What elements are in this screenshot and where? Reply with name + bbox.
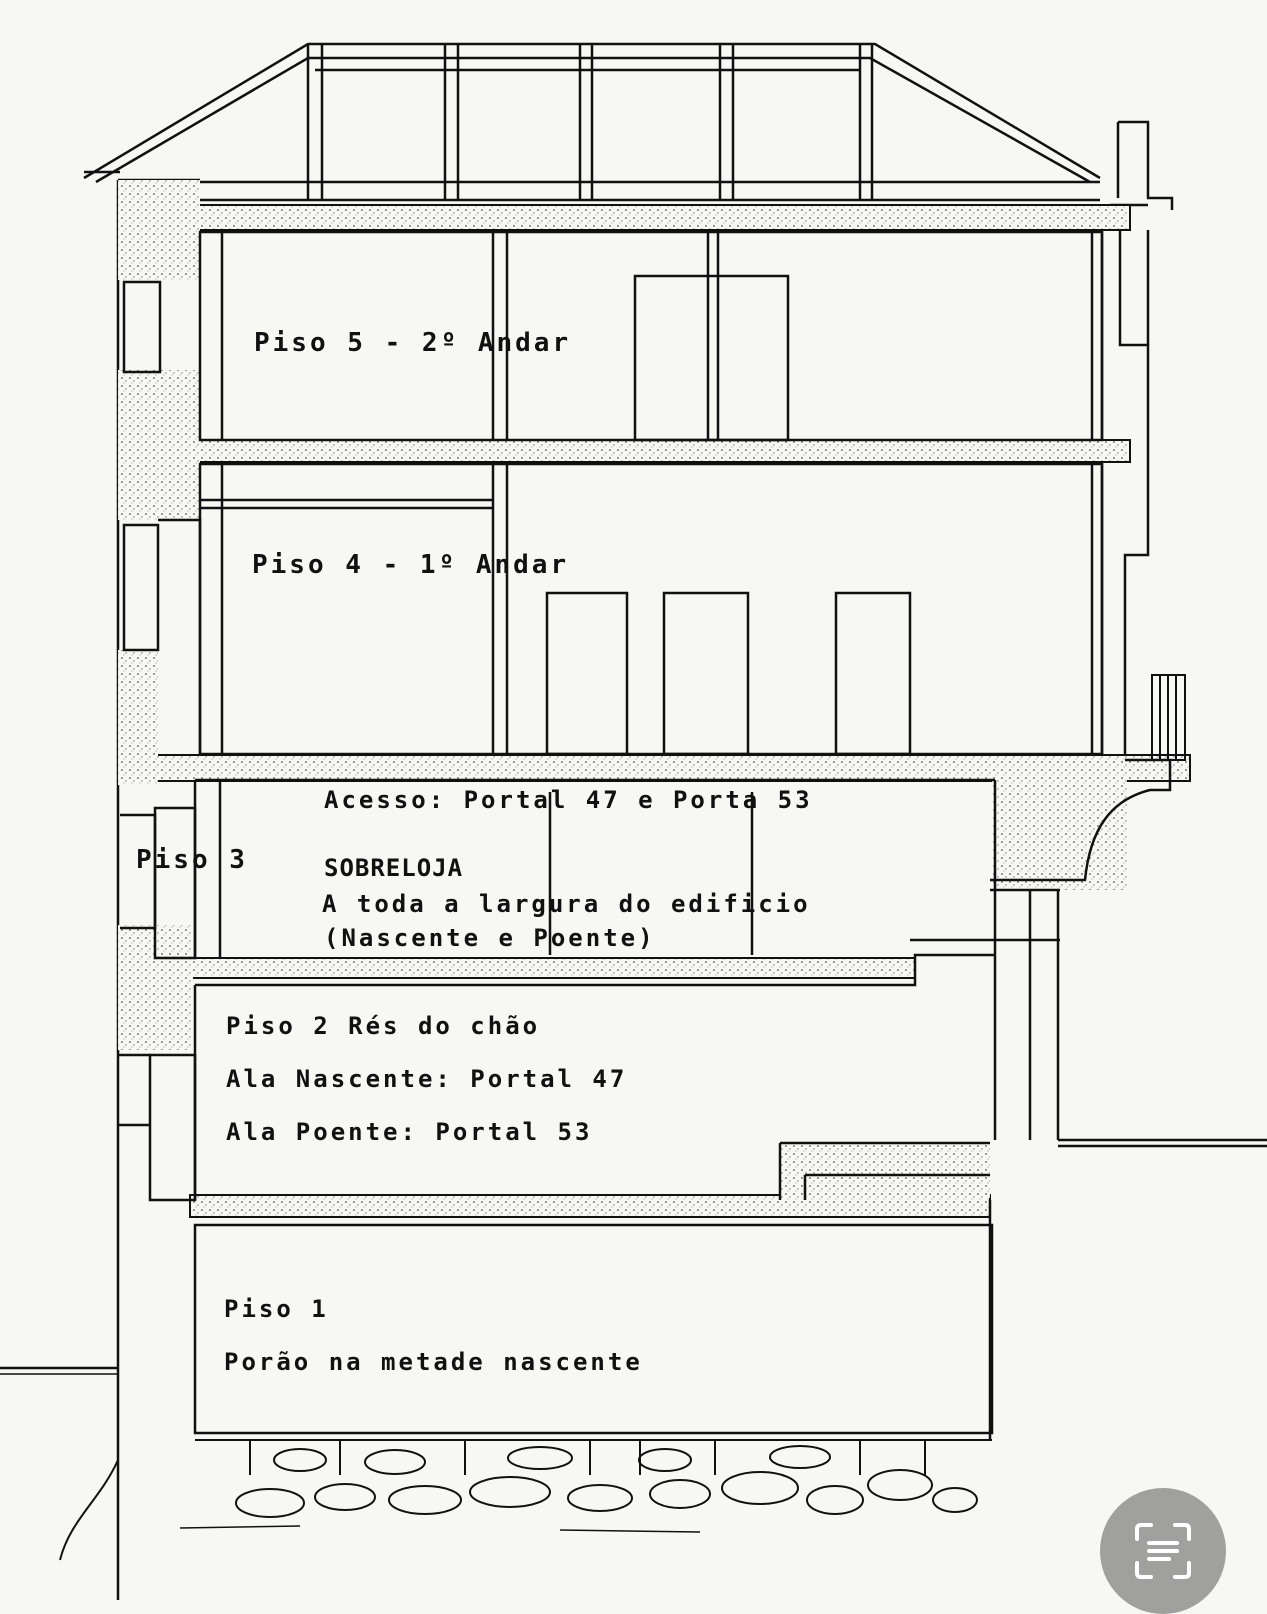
piso2-line2: Ala Poente: Portal 53 (226, 1118, 593, 1146)
piso4-label: Piso 4 - 1º Andar (252, 550, 570, 580)
piso3-desc-line2: (Nascente e Poente) (324, 924, 656, 952)
piso3-access-label: Acesso: Portal 47 e Porta 53 (324, 786, 813, 814)
roof (84, 44, 1100, 200)
piso1-line1: Porão na metade nascente (224, 1348, 643, 1376)
foundations (195, 1440, 992, 1517)
piso3-name-label: SOBRELOJA (324, 854, 464, 882)
text-scan-icon (1131, 1519, 1195, 1583)
floor-4-room (124, 464, 1102, 754)
piso3-label: Piso 3 (136, 845, 248, 875)
piso2-title: Piso 2 Rés do chão (226, 1012, 541, 1040)
chimney (1118, 122, 1172, 210)
piso3-desc-line1: A toda a largura do edificio (322, 890, 811, 918)
balcony-railing (1152, 675, 1185, 760)
text-scan-button[interactable] (1100, 1488, 1226, 1614)
piso5-label: Piso 5 - 2º Andar (254, 328, 572, 358)
piso1-title: Piso 1 (224, 1295, 329, 1323)
ground-line (0, 1368, 700, 1560)
piso2-line1: Ala Nascente: Portal 47 (226, 1065, 628, 1093)
